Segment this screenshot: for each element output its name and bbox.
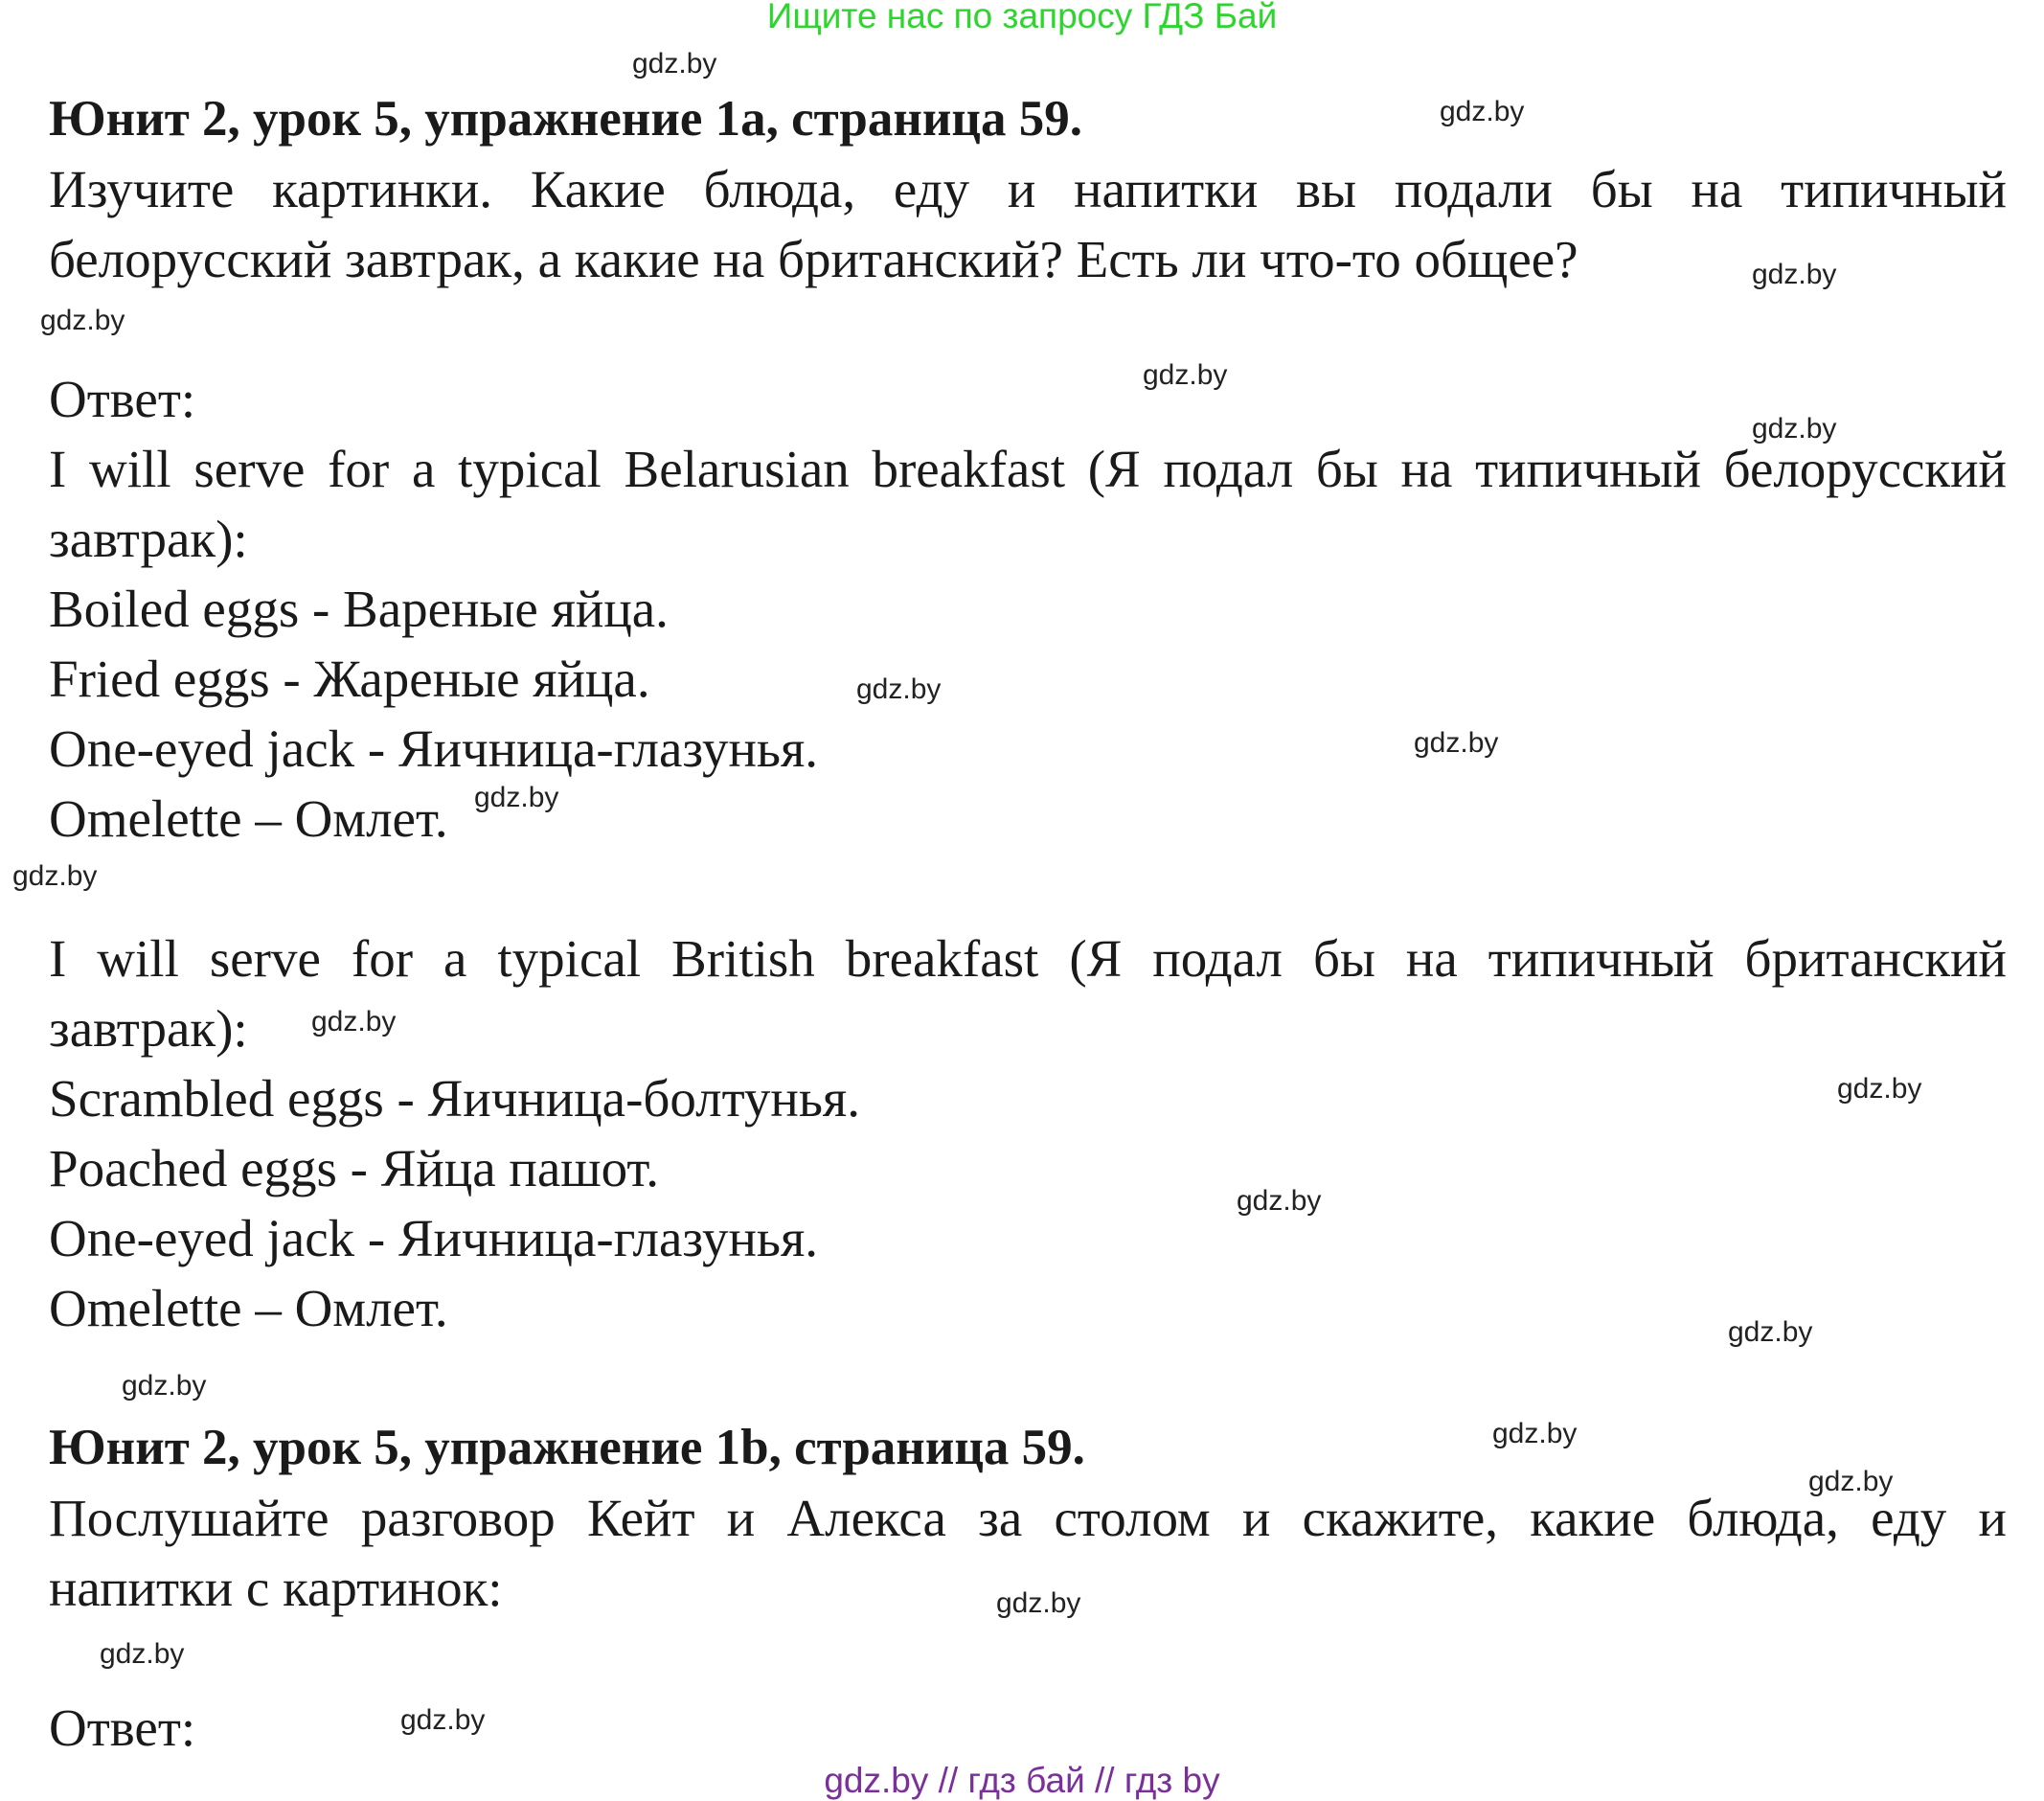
bottom-site-banner: gdz.by // гдз бай // гдз by (824, 1761, 1220, 1800)
watermark: gdz.by (122, 1370, 207, 1402)
watermark: gdz.by (1237, 1185, 1322, 1217)
belarusian-intro-line-1: I will serve for a typical Belarusian breakfast (Я подал бы на типичный белорусский (49, 440, 2007, 498)
watermark: gdz.by (1808, 1466, 1894, 1497)
watermark: gdz.by (996, 1587, 1081, 1619)
exercise-1b-task-line-1: Послушайте разговор Кейт и Алекса за столом и скажите, какие блюда, еду и (49, 1489, 2007, 1547)
british-intro-line-1: I will serve for a typical British breakfast (Я подал бы на типичный британский (49, 929, 2007, 988)
watermark: gdz.by (100, 1638, 185, 1670)
spacer (49, 294, 2007, 364)
watermark: gdz.by (1440, 96, 1525, 127)
exercise-1a-task-line-2: белорусский завтрак, а какие на британский? Есть ли что-то общее? (49, 230, 1578, 288)
watermark: gdz.by (1728, 1316, 1813, 1348)
exercise-1a-heading: Юнит 2, урок 5, упражнение 1a, страница 59. (49, 91, 1082, 147)
watermark: gdz.by (856, 673, 942, 705)
exercise-1b-answer-label: Ответ: (49, 1698, 196, 1757)
watermark: gdz.by (474, 782, 559, 813)
belarusian-item: Omelette – Омлет. (49, 789, 448, 848)
spacer (49, 854, 2007, 923)
watermark: gdz.by (1752, 259, 1837, 290)
watermark: gdz.by (1143, 359, 1228, 391)
british-item: Poached eggs - Яйца пашот. (49, 1139, 660, 1197)
watermark: gdz.by (1492, 1418, 1578, 1449)
exercise-1b-heading: Юнит 2, урок 5, упражнение 1b, страница 59. (49, 1420, 1085, 1475)
watermark: gdz.by (1752, 413, 1837, 445)
british-item: Scrambled eggs - Яичница-болтунья. (49, 1069, 860, 1128)
belarusian-item: Boiled eggs - Вареные яйца. (49, 580, 669, 638)
exercise-1b-task-line-2: напитки с картинок: (49, 1559, 503, 1617)
watermark: gdz.by (311, 1006, 397, 1037)
watermark: gdz.by (1414, 727, 1499, 759)
belarusian-item: One-eyed jack - Яичница-глазунья. (49, 719, 819, 778)
belarusian-item: Fried eggs - Жареные яйца. (49, 650, 650, 708)
exercise-1a-task-line-1: Изучите картинки. Какие блюда, еду и напитки вы подали бы на типичный (49, 160, 2007, 218)
british-intro-line-2: завтрак): (49, 999, 248, 1058)
watermark: gdz.by (632, 48, 717, 80)
exercise-1a-answer-label: Ответ: (49, 370, 196, 428)
watermark: gdz.by (1837, 1073, 1922, 1105)
watermark: gdz.by (12, 860, 98, 892)
solution-content (49, 84, 2007, 1763)
top-search-banner: Ищите нас по запросу ГДЗ Бай (766, 0, 1278, 35)
watermark: gdz.by (400, 1704, 486, 1736)
british-item: One-eyed jack - Яичница-глазунья. (49, 1209, 819, 1267)
spacer (49, 1623, 2007, 1693)
belarusian-intro-line-2: завтрак): (49, 510, 248, 568)
british-item: Omelette – Омлет. (49, 1279, 448, 1337)
watermark: gdz.by (40, 305, 125, 336)
spacer (49, 1343, 2007, 1413)
